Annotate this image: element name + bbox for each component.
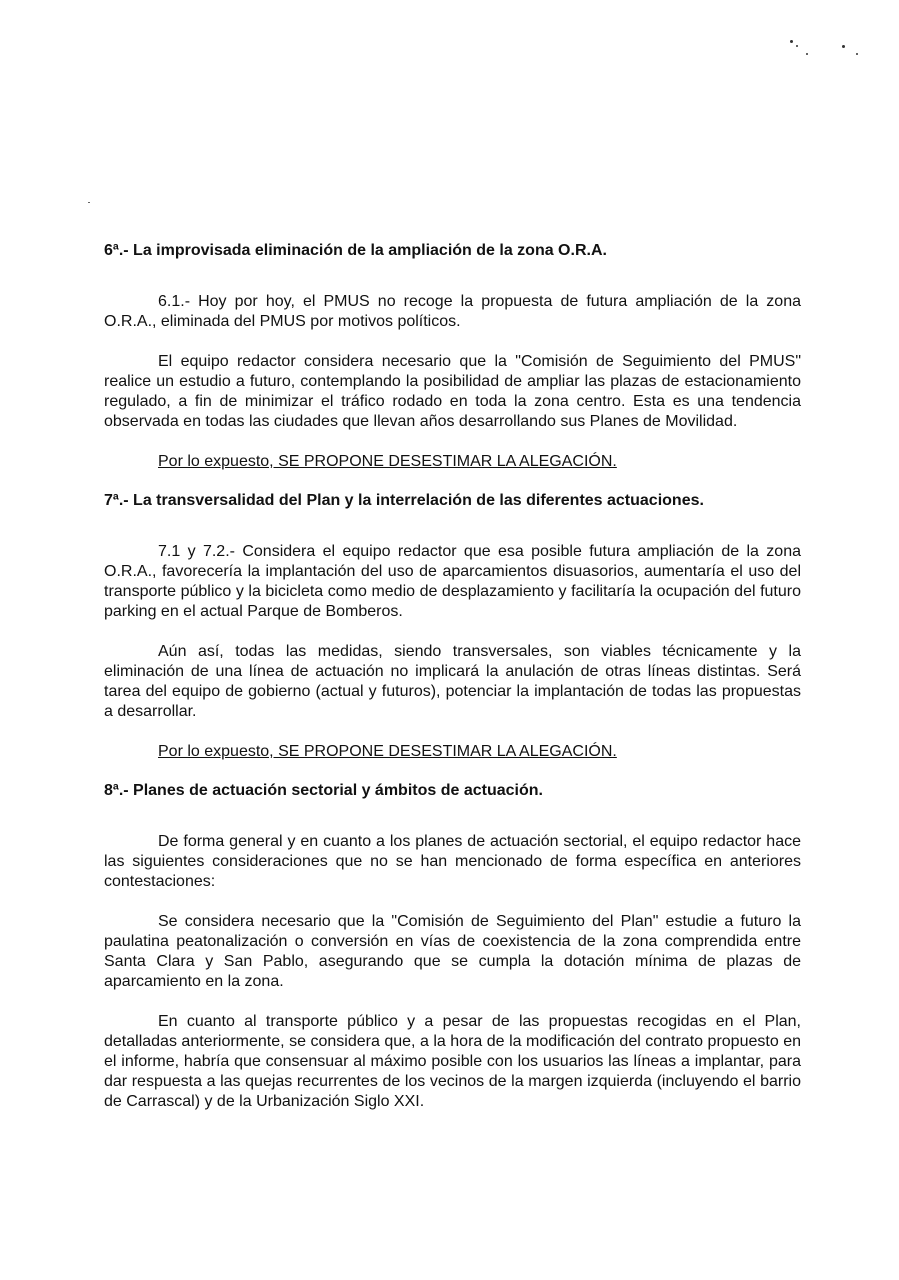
section-6-proposal: Por lo expuesto, SE PROPONE DESESTIMAR LA ALEGACIÓN. xyxy=(158,453,617,470)
scan-speck xyxy=(790,40,793,43)
section-7-paragraph-2: Aún así, todas las medidas, siendo transversales, son viables técnicamente y la eliminación de una línea de actuación no implicará la anulación de otras líneas distintas. Será tarea del equipo de gobierno (actual y futuros), potenciar la implantación de todas las propuestas a desarrollar. xyxy=(104,643,801,720)
scan-speck xyxy=(88,202,90,203)
scan-speck xyxy=(856,53,858,55)
section-7-heading: 7ª.- La transversalidad del Plan y la interrelación de las diferentes actuaciones. xyxy=(104,492,704,509)
section-6-paragraph-1: 6.1.- Hoy por hoy, el PMUS no recoge la propuesta de futura ampliación de la zona O.R.A., eliminada del PMUS por motivos políticos. xyxy=(104,293,801,330)
scan-speck xyxy=(796,45,798,47)
section-6-heading: 6ª.- La improvisada eliminación de la ampliación de la zona O.R.A. xyxy=(104,242,607,259)
scan-speck xyxy=(806,53,808,55)
section-7-paragraph-1: 7.1 y 7.2.- Considera el equipo redactor que esa posible futura ampliación de la zona O.R.A., favorecería la implantación del uso de aparcamientos disuasorios, aumentaría el uso del transporte público y la bicicleta como medio de desplazamiento y facilitaría la ocupación del futuro parking en el actual Parque de Bomberos. xyxy=(104,543,801,620)
section-7-proposal: Por lo expuesto, SE PROPONE DESESTIMAR LA ALEGACIÓN. xyxy=(158,743,617,760)
scan-speck xyxy=(842,45,845,48)
section-6-paragraph-2: El equipo redactor considera necesario que la "Comisión de Seguimiento del PMUS" realice un estudio a futuro, contemplando la posibilidad de ampliar las plazas de estacionamiento regulado, a fin de minimizar el tráfico rodado en toda la zona centro. Esta es una tendencia observada en todas las ciudades que llevan años desarrollando sus Planes de Movilidad. xyxy=(104,353,801,430)
section-8-paragraph-2: Se considera necesario que la "Comisión de Seguimiento del Plan" estudie a futuro la paulatina peatonalización o conversión en vías de coexistencia de la zona comprendida entre Santa Clara y San Pablo, asegurando que se cumpla la dotación mínima de plazas de aparcamiento en la zona. xyxy=(104,913,801,990)
section-8-paragraph-1: De forma general y en cuanto a los planes de actuación sectorial, el equipo redactor hace las siguientes consideraciones que no se han mencionado de forma específica en anteriores contestaciones: xyxy=(104,833,801,890)
section-8-heading: 8ª.- Planes de actuación sectorial y ámbitos de actuación. xyxy=(104,782,543,799)
document-body xyxy=(104,240,801,1112)
section-8-paragraph-3: En cuanto al transporte público y a pesar de las propuestas recogidas en el Plan, detalladas anteriormente, se considera que, a la hora de la modificación del contrato propuesto en el informe, habría que consensuar al máximo posible con los usuarios las líneas a implantar, para dar respuesta a las quejas recurrentes de los vecinos de la margen izquierda (incluyendo el barrio de Carrascal) y de la Urbanización Siglo XXI. xyxy=(104,1013,801,1110)
